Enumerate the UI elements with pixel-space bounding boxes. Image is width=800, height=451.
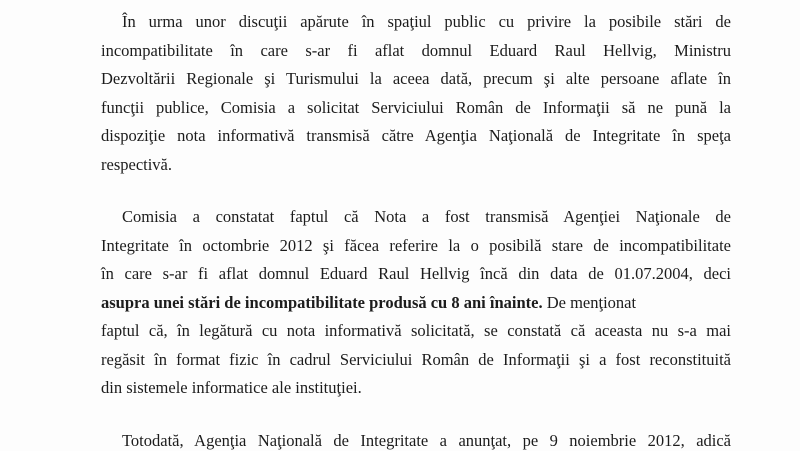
text-line: incompatibilitate în care s-ar fi aflat domnul Eduard Raul Hellvig, Ministru [101, 40, 731, 60]
text-line: funcţii publice, Comisia a solicitat Serviciului Român de Informaţii să ne pună la [101, 97, 731, 117]
text-line-mixed [80, 289, 731, 318]
text-line: Comisia a constatat faptul că Nota a fost transmisă Agenţiei Naţionale de [122, 207, 731, 226]
paragraph-2 [80, 203, 731, 403]
text-line: Totodată, Agenţia Naţională de Integritate a anunţat, pe 9 noiembrie 2012, adică [122, 431, 731, 450]
text-line: din sistemele informatice ale instituţiei. [101, 378, 362, 397]
text-line: Integritate în octombrie 2012 şi făcea referire la o posibilă stare de incompatibilitate [101, 235, 731, 255]
text-fragment: De menţionat [542, 292, 637, 312]
text-line: regăsit în format fizic în cadrul Serviciului Român de Informaţii şi a fost reconstituită [101, 349, 731, 369]
text-line: În urma unor discuţii apărute în spaţiul public cu privire la posibile stări de [122, 12, 731, 31]
text-line: în care s-ar fi aflat domnul Eduard Raul Hellvig încă din data de 01.07.2004, deci [101, 264, 731, 283]
paragraph-1 [80, 8, 731, 179]
text-line: respectivă. [101, 154, 173, 174]
text-line: faptul că, în legătură cu nota informativă solicitată, se constată că aceasta nu s-a mai [101, 321, 731, 340]
bold-emphasis: asupra unei stări de incompatibilitate produsă cu 8 ani înainte. [101, 292, 543, 312]
text-line: dispoziţie nota informativă transmisă către Agenţia Naţională de Integritate în speţa [101, 126, 731, 145]
text-line: Dezvoltării Regionale şi Turismului la aceea dată, precum şi alte persoane aflate în [101, 69, 731, 88]
paragraph-3 [80, 427, 731, 451]
